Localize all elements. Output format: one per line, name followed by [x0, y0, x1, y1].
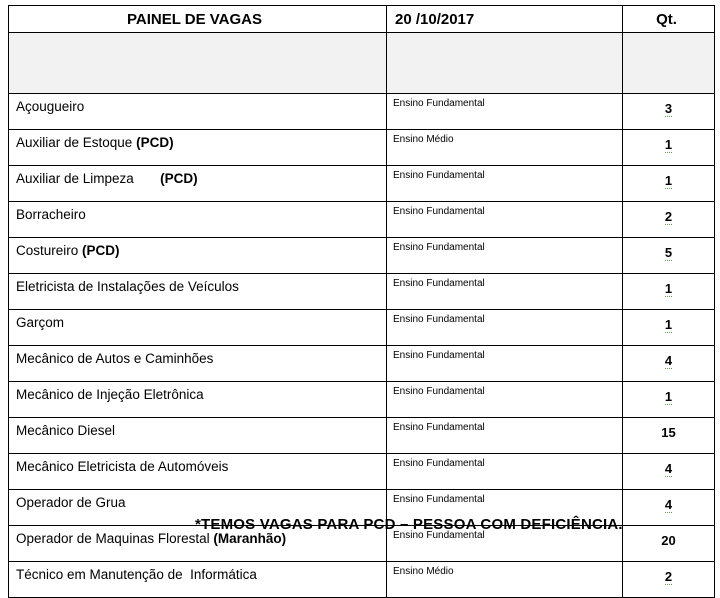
vacancy-quantity-cell [623, 382, 715, 418]
table-row [9, 202, 715, 238]
vacancy-quantity: 1 [664, 317, 673, 332]
vacancy-table [8, 5, 715, 598]
job-title-cell [9, 382, 387, 418]
vacancy-quantity-cell [623, 490, 715, 526]
education-level: Ensino Fundamental [387, 454, 623, 490]
job-tag: (PCD) [82, 243, 120, 258]
vacancy-quantity-cell [623, 238, 715, 274]
job-title-cell [9, 454, 387, 490]
table-row [9, 454, 715, 490]
vacancy-quantity: 4 [664, 461, 673, 476]
vacancy-quantity: 1 [664, 137, 673, 152]
education-level: Ensino Fundamental [387, 94, 623, 130]
vacancy-quantity-cell [623, 274, 715, 310]
job-title: Mecânico Eletricista de Automóveis [16, 459, 229, 474]
blank-cell [623, 33, 715, 94]
vacancy-quantity-cell [623, 454, 715, 490]
education-level: Ensino Fundamental [387, 346, 623, 382]
job-title-cell [9, 562, 387, 598]
vacancy-quantity: 3 [664, 101, 673, 116]
education-level: Ensino Fundamental [387, 274, 623, 310]
job-title-cell [9, 202, 387, 238]
vacancy-quantity-cell [623, 562, 715, 598]
job-tag: (PCD) [160, 171, 198, 186]
table-row [9, 130, 715, 166]
vacancy-quantity-cell [623, 310, 715, 346]
vacancy-quantity: 2 [664, 209, 673, 224]
job-title: Operador de Maquinas Florestal [16, 531, 214, 546]
header-row [9, 6, 715, 33]
job-tag: (PCD) [136, 135, 174, 150]
job-title-cell [9, 130, 387, 166]
job-title: Mecânico de Injeção Eletrônica [16, 387, 204, 402]
table-row [9, 238, 715, 274]
table-row [9, 274, 715, 310]
vacancy-quantity: 1 [664, 281, 673, 296]
education-level: Ensino Fundamental [387, 418, 623, 454]
vacancy-quantity-cell [623, 346, 715, 382]
job-title-cell [9, 418, 387, 454]
job-title: Auxiliar de Limpeza [16, 171, 161, 186]
vacancy-quantity-cell [623, 166, 715, 202]
table-row [9, 310, 715, 346]
job-title-cell [9, 310, 387, 346]
education-level: Ensino Fundamental [387, 490, 623, 526]
education-level: Ensino Fundamental [387, 382, 623, 418]
job-tag: (Maranhão) [213, 531, 287, 546]
job-title: Mecânico de Autos e Caminhões [16, 351, 214, 366]
pcd-footer-note: *TEMOS VAGAS PARA PCD – PESSOA COM DEFICIÊNCIA. [195, 516, 623, 533]
table-row [9, 382, 715, 418]
table-row [9, 166, 715, 202]
education-level: Ensino Fundamental [387, 202, 623, 238]
job-title-cell [9, 274, 387, 310]
quantity-header: Qt. [623, 6, 715, 33]
education-level: Ensino Fundamental [387, 238, 623, 274]
education-level: Ensino Fundamental [387, 526, 623, 562]
education-level: Ensino Fundamental [387, 166, 623, 202]
vacancy-quantity-cell [623, 94, 715, 130]
job-title: Garçom [16, 315, 65, 330]
education-level: Ensino Médio [387, 130, 623, 166]
vacancy-quantity: 4 [664, 497, 673, 512]
vacancy-quantity: 5 [664, 245, 673, 260]
job-title-cell [9, 346, 387, 382]
education-level: Ensino Médio [387, 562, 623, 598]
blank-cell [387, 33, 623, 94]
vacancy-quantity: 15 [661, 425, 676, 440]
job-title: Técnico em Manutenção de Informática [16, 567, 257, 582]
education-level: Ensino Fundamental [387, 310, 623, 346]
vacancy-quantity-cell [623, 130, 715, 166]
job-title: Costureiro [16, 243, 83, 258]
job-title-cell [9, 94, 387, 130]
panel-date: 20 /10/2017 [387, 6, 623, 33]
vacancy-quantity: 1 [664, 173, 673, 188]
job-title: Açougueiro [16, 99, 85, 114]
vacancy-quantity-cell [623, 202, 715, 238]
table-row [9, 94, 715, 130]
blank-row [9, 33, 715, 94]
vacancy-quantity-cell [623, 418, 715, 454]
vacancy-quantity: 2 [664, 569, 673, 584]
vacancy-panel-sheet [8, 5, 714, 598]
job-title: Auxiliar de Estoque [16, 135, 137, 150]
job-title-cell [9, 238, 387, 274]
vacancy-quantity: 1 [664, 389, 673, 404]
vacancy-quantity: 20 [661, 533, 676, 548]
table-row [9, 418, 715, 454]
vacancy-quantity: 4 [664, 353, 673, 368]
panel-title: PAINEL DE VAGAS [9, 6, 387, 33]
job-title-cell [9, 166, 387, 202]
job-title: Operador de Grua [16, 495, 126, 510]
table-row [9, 562, 715, 598]
job-title: Mecânico Diesel [16, 423, 116, 438]
job-title: Borracheiro [16, 207, 86, 222]
table-row [9, 346, 715, 382]
blank-cell [9, 33, 387, 94]
job-title: Eletricista de Instalações de Veículos [16, 279, 239, 294]
